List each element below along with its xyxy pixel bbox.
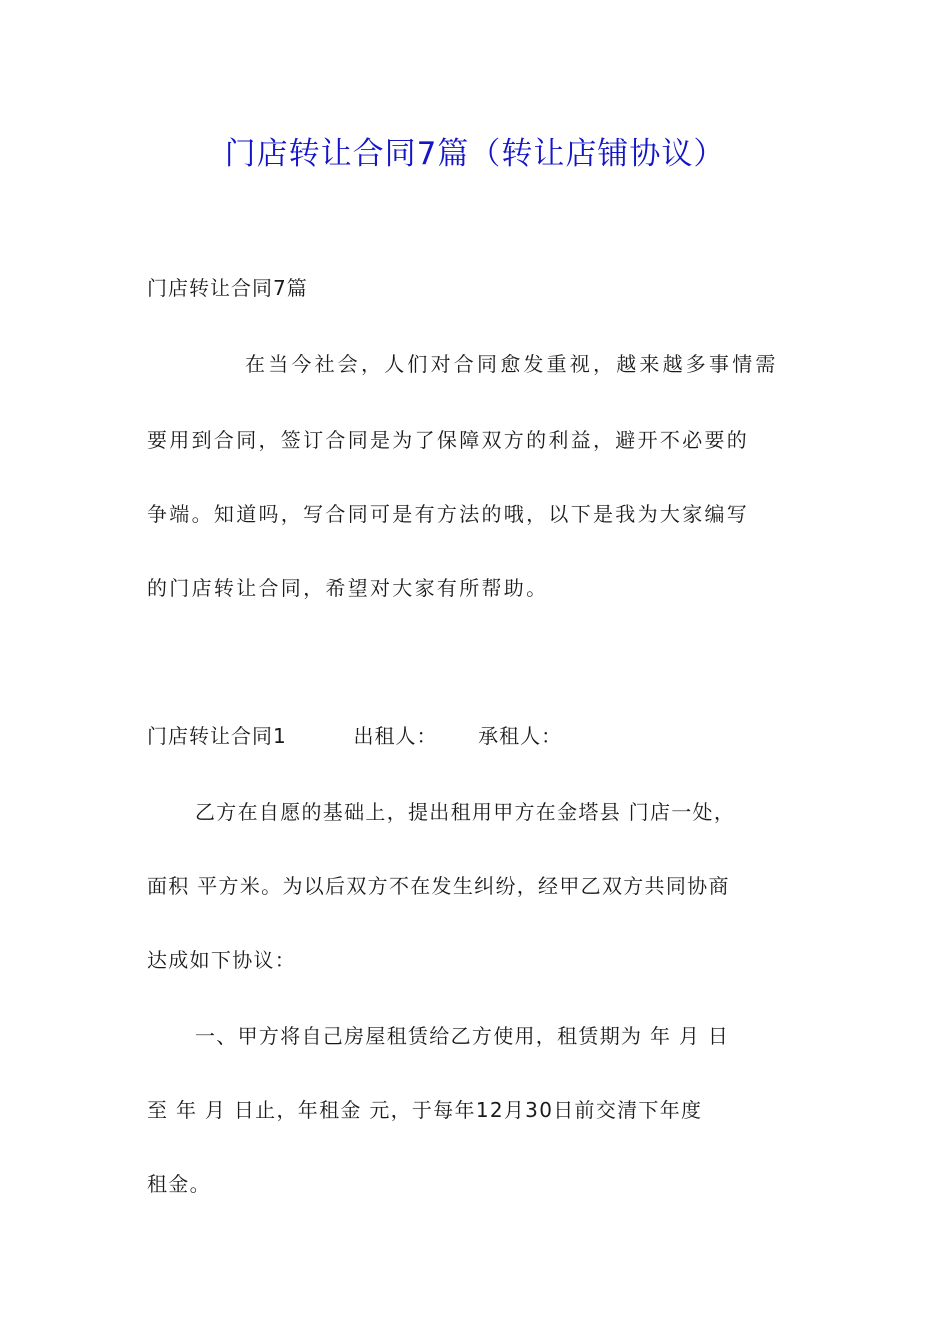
contract-heading [147,720,562,749]
paragraph-1-line-1: 乙方在自愿的基础上，提出租用甲方在金塔县 门店一处， [195,800,736,824]
intro-line-2: 要用到合同，签订合同是为了保障双方的利益，避开不必要的 [147,428,750,452]
paragraph-2-line-1: 一、甲方将自己房屋租赁给乙方使用，租赁期为 年 月 日 [195,1024,730,1048]
lessee-label: 承租人： [478,724,563,748]
intro-line-3: 争端。知道吗，写合同可是有方法的哦，以下是我为大家编写 [147,502,750,526]
paragraph-1-line-3: 达成如下协议： [147,948,297,972]
intro-line-1: 在当今社会，人们对合同愈发重视，越来越多事情需 [245,352,779,376]
intro-line-4: 的门店转让合同，希望对大家有所帮助。 [147,576,549,600]
document-title: 门店转让合同7篇（转让店铺协议） [224,136,726,172]
contract-title: 门店转让合同1 [147,724,287,748]
paragraph-1-line-2: 面积 平方米。为以后双方不在发生纠纷，经甲乙双方共同协商 [147,874,730,898]
paragraph-2-line-2: 至 年 月 日止，年租金 元，于每年12月30日前交清下年度 [147,1098,703,1122]
paragraph-2-line-3: 租金。 [147,1172,211,1196]
section-heading: 门店转让合同7篇 [147,276,308,300]
lessor-label: 出租人： [353,724,438,748]
